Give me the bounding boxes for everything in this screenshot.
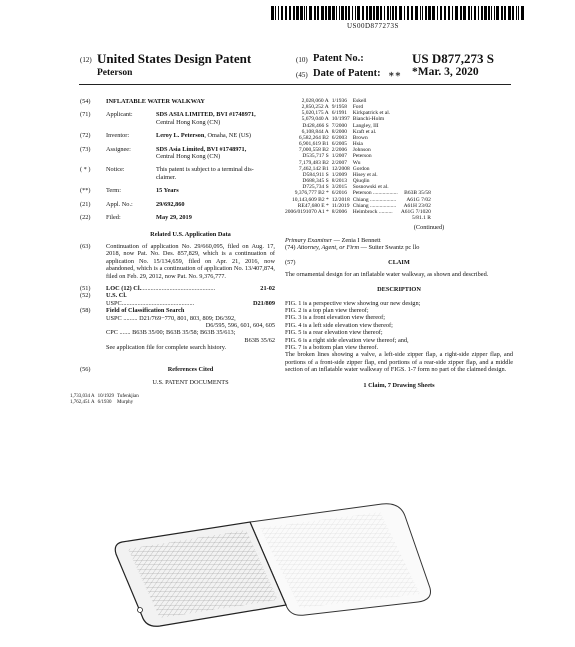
citation-number: 6,582,264 B2: [298, 134, 329, 141]
citation-date: 9/1958: [331, 104, 347, 111]
barcode-bar: [376, 6, 379, 20]
barcode-bar: [455, 6, 458, 20]
citation-number: 7,462,142 B1: [298, 165, 329, 172]
loc-dots: ...............................................: [141, 284, 216, 292]
filed-label: Filed:: [106, 214, 121, 222]
barcode-bar: [501, 6, 503, 20]
barcode-bar: [306, 6, 307, 20]
inventor-location: , Omaha, NE (US): [204, 132, 252, 140]
loc-value: 21-02: [260, 284, 275, 292]
uscl-field: [80, 292, 275, 299]
field-search-uspc: USPC ......... D21/769−770, 801, 803, 809; D6/392,: [106, 314, 236, 322]
barcode: [271, 6, 527, 20]
claim-text: The ornamental design for an inflatable water walkway, as shown and described.: [285, 270, 489, 278]
walkway-drawing: [100, 470, 470, 640]
citation-inventor: [353, 215, 401, 221]
citation-inventor: Heimbrock ..........: [352, 208, 393, 215]
citation-number: 2006/0191070 A1 *: [285, 208, 329, 215]
notice-text-line1: This patent is subject to a terminal dis-: [156, 166, 254, 174]
citation-inventor: Kirkpatrick et al.: [352, 110, 391, 117]
references-heading: References Cited: [167, 365, 214, 373]
citation-inventor: Chiang ...................: [352, 202, 397, 209]
citation-number: 5,020,175 A: [301, 110, 329, 117]
citation-date: 12/2008: [331, 165, 350, 172]
barcode-bar: [428, 6, 431, 20]
figure-description: FIG. 1 is a perspective view showing our new design;: [285, 299, 421, 307]
citation-inventor: Wu: [352, 159, 361, 166]
barcode-bar: [471, 6, 472, 20]
loc-field: [80, 285, 275, 292]
citation-number: D535,717 S: [302, 153, 329, 160]
citation-inventor: Ford: [352, 104, 364, 111]
field-search-label: Field of Classification Search: [106, 307, 185, 315]
field-search-cpc-cont: B63B 35/62: [244, 336, 275, 344]
field-search-cpc: CPC ....... B63B 35/00; B63B 35/58; B63B 35/613;: [106, 329, 236, 337]
date-label: Date of Patent:: [313, 68, 381, 79]
citation-number: 2,850,252 A: [301, 104, 329, 111]
barcode-bar: [384, 6, 385, 20]
citation-date: 2/2007: [331, 159, 347, 166]
barcode-bar: [432, 6, 435, 20]
citation-date: 8/2000: [331, 128, 347, 135]
citation-date: 1/2009: [331, 171, 347, 178]
citation-date: 6/1991: [331, 110, 347, 117]
attorney-code: (74): [285, 243, 296, 251]
citation-number: RE47,680 E *: [297, 202, 329, 209]
title-code: (54): [80, 98, 91, 105]
citation-number: 5,679,040 A: [301, 116, 329, 123]
inventor-label: Inventor:: [106, 132, 130, 140]
notice-label: Notice:: [106, 166, 125, 174]
examiner-line: [285, 237, 513, 244]
header-rule: [79, 84, 511, 85]
barcode-bar: [484, 6, 487, 20]
barcode-bar: [518, 6, 519, 20]
barcode-bar: [293, 6, 295, 20]
inventor-code: (72): [80, 132, 91, 140]
field-search-note: See application file for complete search history.: [106, 344, 227, 352]
citation-date: 8/2013: [331, 178, 347, 185]
assignee-location: Central Hong Kong (CN): [156, 153, 221, 161]
citation-inventor: Qiuqlin: [352, 178, 370, 185]
barcode-bar: [339, 6, 340, 20]
barcode-bar: [296, 6, 299, 20]
barcode-bar: [309, 6, 312, 20]
barcode-bar: [422, 6, 423, 20]
barcode-bar: [496, 6, 499, 20]
citation-inventor: Eskell: [352, 98, 367, 104]
references-field: [80, 366, 275, 373]
applicant-name: SDS ASIA LIMITED, BVI #1748971,: [156, 111, 256, 119]
citation-number: D428,466 S: [302, 122, 329, 129]
citation-date: 10/1929: [97, 394, 114, 400]
barcode-bar: [448, 6, 450, 20]
citation-class: B63B 35/58: [404, 190, 431, 197]
barcode-bar: [332, 6, 335, 20]
citation-date: 1/2007: [331, 153, 347, 160]
barcode-bar: [271, 6, 274, 20]
patent-no-code: (10): [296, 56, 308, 64]
citation-row: [285, 197, 434, 203]
citation-number: 1,733,034 A: [70, 394, 95, 400]
citation-inventor: Peterson: [352, 153, 372, 160]
term-label: Term:: [106, 187, 121, 195]
barcode-bar: [404, 6, 405, 20]
barcode-bar: [437, 6, 438, 20]
barcode-bar: [452, 6, 453, 20]
citation-inventor: Hsia: [352, 141, 363, 148]
citation-class: A61H 23/02: [403, 202, 431, 209]
broken-lines-statement: The broken lines showing a valve, a left-side zipper flap, a right-side zipper flap, and portions of a front-side zipper flap, end portions of a rear-side zipper flap, and a middle section of an inflatable water walkway of FIGS. 1-7 form no part of the claimed design.: [285, 351, 513, 374]
barcode-bar: [488, 6, 490, 20]
barcode-bar: [399, 6, 402, 20]
applicant-label: Applicant:: [106, 111, 133, 119]
date-marks: ∗∗: [388, 70, 402, 80]
attorney-line: [285, 244, 513, 251]
citation-date: 1/1936: [331, 98, 347, 104]
inventor-header: Peterson: [97, 68, 133, 78]
examiner-label: Primary Examiner: [285, 236, 333, 244]
field-search: [80, 307, 275, 351]
barcode-bar: [278, 6, 279, 20]
left-citations-table: [70, 394, 142, 406]
patent-number: US D877,273 S: [412, 51, 494, 66]
barcode-bar: [478, 6, 479, 20]
field-search-uspc-cont: D6/595, 596, 601, 604, 605: [205, 321, 275, 329]
uspc-label: USPC: [106, 299, 122, 307]
inventor-field: [80, 132, 275, 139]
uspc-value: D21/809: [252, 299, 275, 307]
figure-description: FIG. 3 is a front elevation view thereof;: [285, 314, 386, 322]
barcode-bar: [460, 6, 462, 20]
attorney-label: Attorney, Agent, or Firm: [297, 243, 360, 251]
barcode-bar: [494, 6, 495, 20]
barcode-bar: [411, 6, 413, 20]
assignee-code: (73): [80, 145, 91, 153]
citation-date: 6/2005: [331, 141, 347, 148]
barcode-bar: [355, 6, 356, 20]
barcode-bar: [516, 6, 517, 20]
citation-inventor: Johnson: [352, 147, 371, 154]
citation-row: [285, 190, 434, 196]
assignee-field: [80, 146, 275, 161]
citation-date: 10/1997: [331, 116, 350, 123]
barcode-bar: [348, 6, 350, 20]
citation-date: 7/2000: [331, 122, 347, 129]
citation-number: [285, 215, 332, 221]
barcode-bar: [392, 6, 394, 20]
citation-inventor: Bianchi-Holm: [352, 116, 385, 123]
claim-heading: CLAIM: [388, 259, 410, 267]
uspc-dots: ..............................................: [121, 299, 195, 307]
barcode-bar: [425, 6, 427, 20]
figure-description: FIG. 2 is a top plan view thereof;: [285, 306, 369, 314]
inventor-name: Leroy L. Peterson: [156, 132, 205, 140]
citation-date: 2/2006: [331, 147, 347, 154]
continued-label: (Continued): [413, 224, 445, 232]
barcode-bar: [289, 6, 291, 20]
patent-no-label: Patent No.:: [313, 53, 364, 64]
citation-number: 7,000,558 B2: [298, 147, 329, 154]
barcode-bar: [440, 6, 442, 20]
barcode-bar: [512, 6, 514, 20]
applicant-code: (71): [80, 111, 91, 119]
barcode-bar: [285, 6, 287, 20]
barcode-bar: [504, 6, 506, 20]
citation-row: [285, 215, 434, 221]
citation-date: 3/2015: [331, 184, 347, 191]
citation-inventor: Brown: [352, 134, 368, 141]
figure-description: FIG. 4 is a left side elevation view thereof;: [285, 321, 393, 329]
citation-number: 2,028,060 A: [301, 98, 329, 104]
barcode-bar: [373, 6, 375, 20]
citation-row: [70, 400, 142, 406]
citation-inventor: Langley, III: [352, 122, 379, 129]
figure-description: FIG. 7 is a bottom plan view thereof.: [285, 344, 379, 351]
filed-value: May 29, 2019: [156, 214, 192, 222]
claims-sheets-count: 1 Claim, 7 Drawing Sheets: [363, 381, 435, 389]
applicant-field: [80, 111, 275, 126]
invention-title: INFLATABLE WATER WALKWAY: [106, 98, 205, 105]
barcode-bar: [366, 6, 368, 20]
figure-description: FIG. 5 is a rear elevation view thereof;: [285, 329, 383, 337]
citation-inventor: Peterson ..................: [352, 190, 398, 197]
related-text: Continuation of application No. 29/660,095, filed on Aug. 17, 2018, now Pat. No. Des. 857,829, which is a continuation of application No. 15/134,659, filed on Apr. 21, 2016, now abandoned, which is a continuation of application No. 13/407,874, filed on Feb. 29, 2012, now Pat. No. 9,376,777.: [106, 242, 275, 280]
filed-field: [80, 214, 275, 221]
description-heading: DESCRIPTION: [377, 286, 421, 294]
attorney-name: — Suiter Swantz pc llo: [359, 243, 420, 251]
claim-heading-row: [285, 259, 513, 266]
citation-inventor: Hisey et al.: [352, 171, 378, 178]
citation-class: A61G 7/1020: [400, 208, 431, 215]
kind-code-number: (12): [80, 56, 92, 64]
barcode-bar: [380, 6, 382, 20]
citation-number: 6,108,844 A: [301, 128, 329, 135]
appl-no-field: [80, 201, 275, 208]
term-code: (**): [80, 187, 91, 195]
term-value: 15 Years: [156, 187, 179, 195]
citation-date: 11/2019: [331, 202, 350, 209]
citation-number: D584,911 S: [302, 171, 329, 178]
barcode-bar: [444, 6, 446, 20]
citation-number: D725,734 S: [302, 184, 329, 191]
barcode-bar: [325, 6, 327, 20]
barcode-bar: [420, 6, 421, 20]
uscl-code: (52): [80, 292, 91, 300]
related-code: (63): [80, 242, 91, 250]
notice-field: [80, 166, 275, 181]
appl-no-label: Appl. No.:: [106, 200, 133, 208]
barcode-number: US00D877273S: [347, 22, 399, 30]
appl-no-code: (21): [80, 200, 91, 208]
barcode-bar: [463, 6, 466, 20]
barcode-bar: [369, 6, 372, 20]
barcode-bar: [395, 6, 397, 20]
barcode-bar: [481, 6, 483, 20]
barcode-bar: [362, 6, 364, 20]
citation-date: [332, 215, 353, 221]
right-citations-table: [285, 98, 434, 221]
assignee-label: Assignee:: [106, 145, 131, 153]
barcode-bar: [300, 6, 303, 20]
barcode-bar: [352, 6, 353, 20]
citation-number: 10,143,609 B2 *: [292, 196, 329, 203]
citation-date: 6/2003: [331, 134, 347, 141]
barcode-bar: [521, 6, 524, 20]
barcode-bar: [468, 6, 470, 20]
references-code: (56): [80, 365, 91, 373]
citation-inventor: Sosnowski et al.: [352, 184, 389, 191]
claim-code: (57): [285, 259, 296, 267]
citation-number: 6,901,619 B1: [298, 141, 329, 148]
barcode-bar: [321, 6, 324, 20]
citation-class: 5/81.1 R: [411, 214, 431, 221]
uspc-field: [80, 300, 275, 307]
citation-inventor: Gordon: [352, 165, 370, 172]
citation-number: 1,762,451 A: [70, 400, 95, 406]
barcode-bar: [341, 6, 344, 20]
barcode-bar: [336, 6, 337, 20]
barcode-bar: [390, 6, 391, 20]
citation-inventor: Murphy: [116, 400, 134, 406]
citation-date: 12/2018: [331, 196, 350, 203]
citation-number: 9,376,777 B2 *: [294, 190, 329, 197]
barcode-bar: [314, 6, 316, 20]
barcode-bar: [281, 6, 283, 20]
notice-text-line2: claimer.: [156, 173, 177, 181]
citation-number: 7,179,483 B2: [298, 159, 329, 166]
figure-description: FIG. 6 is a right side elevation view thereof; and,: [285, 336, 409, 344]
loc-label: LOC (12) Cl.: [106, 284, 142, 292]
term-field: [80, 187, 275, 194]
barcode-bar: [474, 6, 476, 20]
citation-row: [285, 203, 434, 209]
date-of-patent: *Mar. 3, 2020: [412, 66, 479, 78]
us-patent-docs-heading: U.S. PATENT DOCUMENTS: [152, 378, 229, 386]
barcode-bar: [357, 6, 360, 20]
barcode-bar: [415, 6, 418, 20]
notice-code: ( * ): [80, 166, 91, 174]
barcode-bar: [407, 6, 409, 20]
title-field: [80, 98, 275, 105]
figure-list: [285, 300, 513, 352]
patent-kind-title: United States Design Patent: [97, 51, 252, 66]
loc-code: (51): [80, 284, 91, 292]
barcode-bar: [508, 6, 511, 20]
barcode-bar: [317, 6, 319, 20]
related-field: [80, 243, 275, 280]
barcode-bar: [328, 6, 331, 20]
barcode-bar: [275, 6, 276, 20]
citation-class: A61G 7/02: [406, 196, 431, 203]
barcode-bar: [491, 6, 492, 20]
barcode-bar: [345, 6, 347, 20]
barcode-bar: [304, 6, 305, 20]
date-code: (45): [296, 71, 308, 79]
uscl-label: U.S. Cl.: [106, 292, 127, 300]
valve-icon: [138, 608, 143, 613]
left-column: [70, 98, 275, 406]
citation-inventor: Tufenkjian: [116, 394, 139, 400]
barcode-bar: [387, 6, 389, 20]
citation-inventor: Kraft et al.: [352, 128, 377, 135]
filed-code: (22): [80, 214, 91, 222]
applicant-location: Central Hong Kong (CN): [156, 118, 221, 126]
citation-date: 6/2016: [331, 190, 347, 197]
citation-date: 6/1930: [97, 400, 112, 406]
citation-number: D688,345 S: [302, 178, 329, 185]
examiner-name: — Zenia I Bennett: [332, 236, 381, 244]
field-search-code: (58): [80, 307, 91, 315]
right-column: [285, 98, 513, 389]
appl-no-value: 29/692,860: [156, 200, 185, 208]
citation-inventor: Chiang ...................: [352, 196, 397, 203]
assignee-name: SDS Asia Limited, BVI #1748971,: [156, 145, 247, 153]
related-heading: Related U.S. Application Data: [150, 231, 231, 239]
citation-date: 8/2006: [331, 208, 347, 215]
